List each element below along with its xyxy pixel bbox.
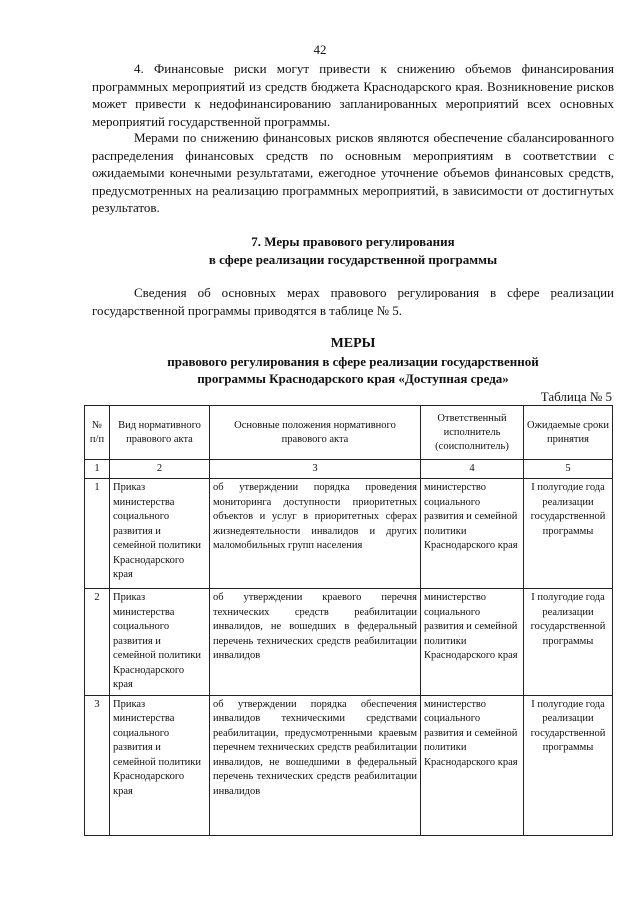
column-number: 3 [210,460,421,479]
paragraph-risk-measures: Мерами по снижению финансовых рисков являются обеспечение сбалансированного распределения финансовых средств по основным мероприятиям в соответствии с ожидаемыми конечными результатами, ежегодное уточнение объемов финансовых средств, предусмотренных на реализацию программных мероприятий, в зависимости от достигнутых результатов. [92,130,614,215]
section-intro-paragraph: Сведения об основных мерах правового регулирования в сфере реализации государственной программы приводятся в таблице № 5. [92,285,614,318]
section-title-line1: 7. Меры правового регулирования [251,234,455,249]
row-provisions: об утверждении порядка обеспечения инвалидов техническими средствами реабилитации, предусмотренными краевым перечнем технических средств реабилитации инвалидов, не вошедшими в федеральный перечень технических средств реабилитации инвалидов [210,695,421,835]
row-act-type: Приказ министерства социального развития и семейной политики Краснодарского края [110,695,210,835]
row-provisions: об утверждении порядка проведения мониторинга доступности приоритетных объектов и услуг в приоритетных сферах жизнедеятельности инвалидов и других маломобильных групп населения [210,479,421,589]
page-number: 42 [313,42,327,57]
row-executor: министерство социального развития и семейной политики Краснодарского края [421,695,524,835]
row-provisions: об утверждении краевого перечня технических средств реабилитации инвалидов, не вошедших в федеральный перечень технических средств реабилитации инвалидов [210,589,421,696]
paragraph-financial-risks: 4. Финансовые риски могут привести к снижению объемов финансирования программных мероприятий из средств бюджета Краснодарского края. Возникновение рисков может привести к недофинансированию запланированных мероприятий всех основных мероприятий государственной программы. [92,61,614,129]
table-label: Таблица № 5 [540,389,612,404]
row-term: I полугодие года реализации государственной программы [524,695,613,835]
table-row [85,695,613,835]
row-act-type: Приказ министерства социального развития и семейной политики Краснодарского края [110,589,210,696]
column-number: 2 [110,460,210,479]
table-row [85,589,613,696]
row-executor: министерство социального развития и семейной политики Краснодарского края [421,479,524,589]
table-heading-title: МЕРЫ [330,336,376,351]
section-title-line2: в сфере реализации государственной программы [208,252,498,267]
table-heading-subtitle-line2: программы Краснодарского края «Доступная среда» [197,371,509,386]
column-number: 1 [85,460,110,479]
table-row [85,479,613,589]
row-act-type: Приказ министерства социального развития и семейной политики Краснодарского края [110,479,210,589]
header-number: № п/п [85,406,110,460]
row-number: 3 [85,695,110,835]
header-provisions: Основные положения нормативного правового акта [210,406,421,460]
table-header-row [85,406,613,460]
row-term: I полугодие года реализации государственной программы [524,589,613,696]
header-term: Ожидаемые сроки принятия [524,406,613,460]
column-number-row [85,460,613,479]
column-number: 5 [524,460,613,479]
row-number: 2 [85,589,110,696]
row-term: I полугодие года реализации государственной программы [524,479,613,589]
table-heading-subtitle-line1: правового регулирования в сфере реализации государственной [167,354,539,369]
header-executor: Ответственный исполнитель (соисполнитель) [421,406,524,460]
header-act-type: Вид нормативного правового акта [110,406,210,460]
row-executor: министерство социального развития и семейной политики Краснодарского края [421,589,524,696]
legal-measures-table [84,405,613,836]
column-number: 4 [421,460,524,479]
row-number: 1 [85,479,110,589]
